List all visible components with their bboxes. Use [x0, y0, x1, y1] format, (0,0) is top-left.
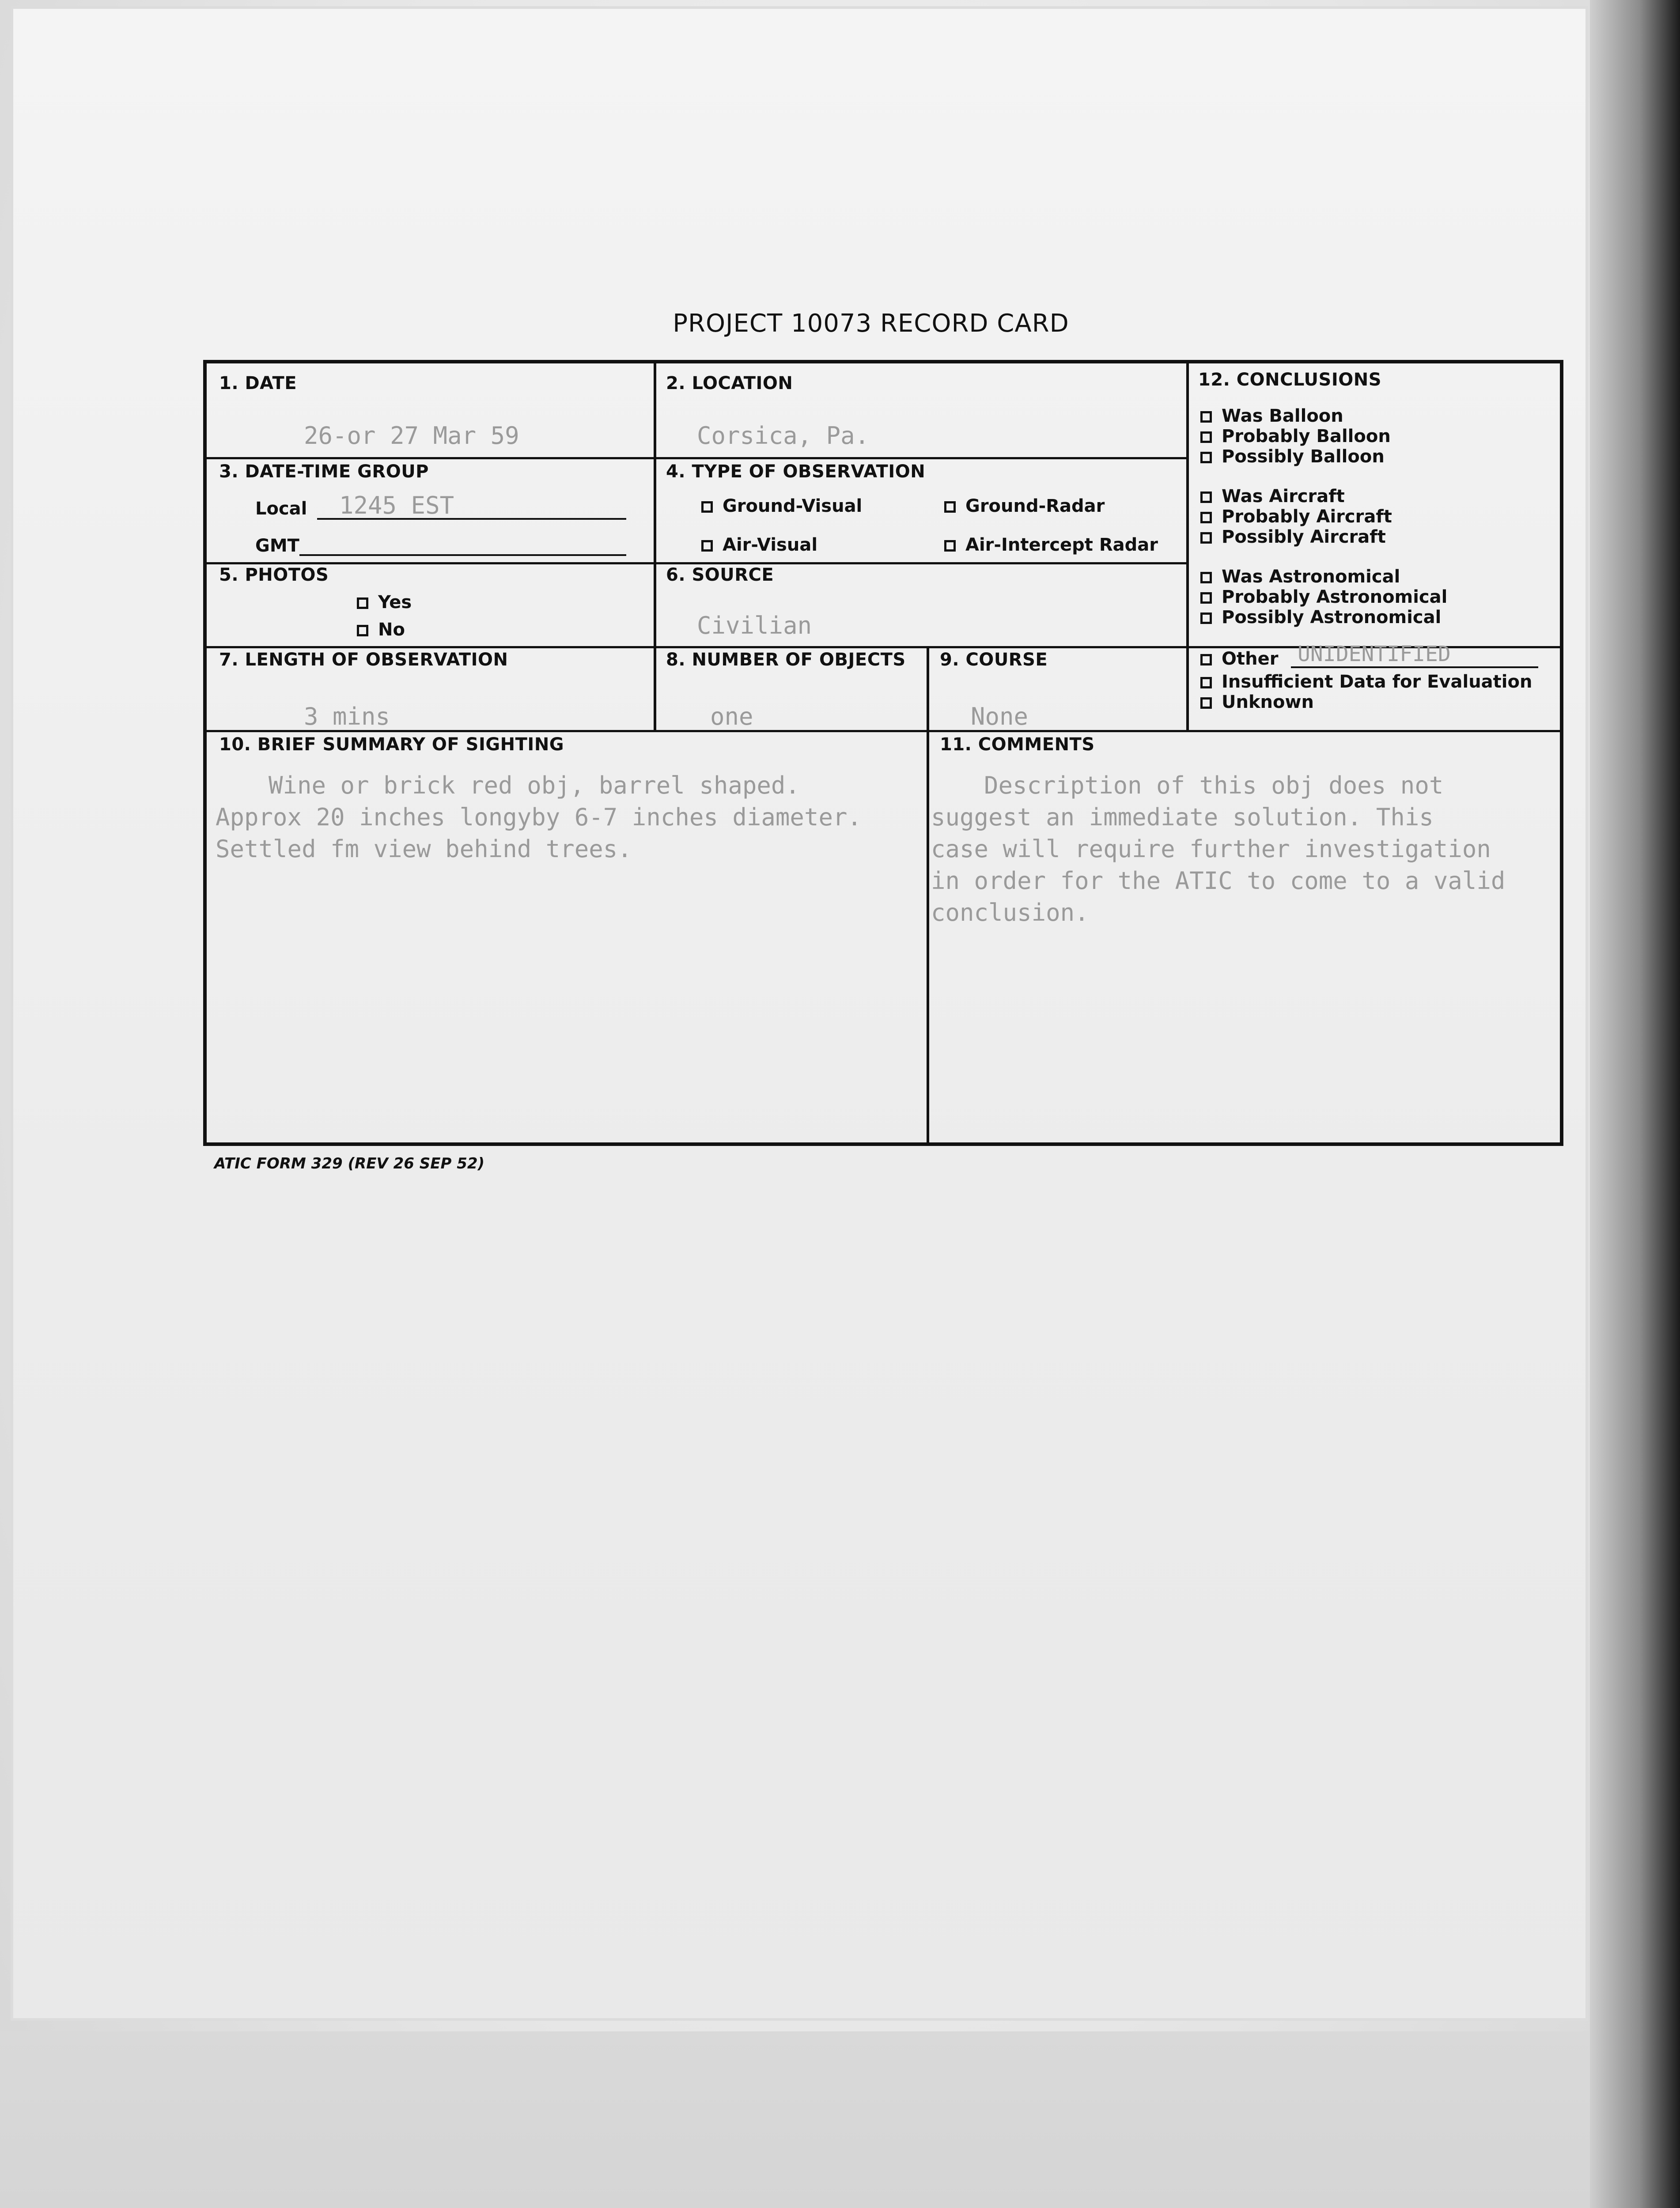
length-label: 7. LENGTH OF OBSERVATION	[219, 650, 508, 670]
card-title: PROJECT 10073 RECORD CARD	[673, 309, 1069, 338]
type-of-observation-label: 4. TYPE OF OBSERVATION	[666, 461, 926, 482]
summary-label: 10. BRIEF SUMMARY OF SIGHTING	[219, 734, 564, 755]
option-air-intercept-radar[interactable]: Air-Intercept Radar	[944, 535, 1158, 555]
divider-h4	[207, 730, 1560, 732]
conclusion-possibly-aircraft[interactable]: Possibly Aircraft	[1200, 527, 1386, 547]
comments-line: case will require further investigation	[931, 835, 1491, 863]
checkbox-icon	[1200, 654, 1212, 665]
checkbox-icon	[357, 597, 368, 609]
conclusions-label: 12. CONCLUSIONS	[1198, 370, 1381, 390]
conclusion-was-balloon[interactable]: Was Balloon	[1200, 406, 1343, 426]
photos-no[interactable]: No	[357, 620, 405, 640]
comments-line: Description of this obj does not	[984, 771, 1444, 799]
checkbox-icon	[1200, 431, 1212, 443]
location-label: 2. LOCATION	[666, 373, 793, 393]
comments-line: in order for the ATIC to come to a valid	[931, 867, 1506, 895]
photos-label: 5. PHOTOS	[219, 565, 329, 585]
comments-line: suggest an immediate solution. This	[931, 803, 1434, 831]
conclusion-was-aircraft[interactable]: Was Aircraft	[1200, 486, 1345, 507]
checkbox-icon	[1200, 532, 1212, 544]
record-card	[203, 360, 1563, 1146]
gmt-underline	[299, 554, 626, 556]
checkbox-icon	[1200, 677, 1212, 688]
checkbox-icon	[1200, 612, 1212, 624]
course-label: 9. COURSE	[940, 650, 1048, 670]
checkbox-icon	[1200, 697, 1212, 709]
option-ground-visual[interactable]: Ground-Visual	[701, 496, 862, 516]
checkbox-icon	[701, 501, 713, 513]
divider-v3	[927, 646, 929, 1146]
summary-line: Approx 20 inches longyby 6-7 inches diameter.	[216, 803, 862, 831]
other-value: UNIDENTIFIED	[1298, 642, 1451, 666]
photos-yes[interactable]: Yes	[357, 592, 412, 612]
checkbox-icon	[944, 540, 956, 552]
form-footer: ATIC FORM 329 (REV 26 SEP 52)	[214, 1155, 485, 1172]
objects-value: one	[710, 703, 753, 730]
divider-h2	[207, 562, 1187, 564]
divider-v2	[1186, 363, 1189, 731]
local-label: Local	[255, 499, 307, 519]
checkbox-icon	[944, 501, 956, 513]
checkbox-icon	[357, 625, 368, 636]
date-time-group-label: 3. DATE-TIME GROUP	[219, 461, 429, 482]
comments-label: 11. COMMENTS	[940, 734, 1095, 755]
checkbox-icon	[1200, 512, 1212, 523]
local-value: 1245 EST	[339, 492, 454, 519]
summary-line: Settled fm view behind trees.	[216, 835, 632, 863]
conclusion-probably-aircraft[interactable]: Probably Aircraft	[1200, 507, 1392, 527]
conclusion-was-astronomical[interactable]: Was Astronomical	[1200, 567, 1400, 587]
conclusion-other[interactable]: Other	[1200, 649, 1278, 669]
option-air-visual[interactable]: Air-Visual	[701, 535, 817, 555]
checkbox-icon	[1200, 492, 1212, 503]
conclusion-probably-astronomical[interactable]: Probably Astronomical	[1200, 587, 1447, 607]
checkbox-icon	[1200, 452, 1212, 463]
divider-h1	[207, 457, 1187, 459]
conclusion-possibly-astronomical[interactable]: Possibly Astronomical	[1200, 607, 1441, 628]
gmt-label: GMT	[255, 536, 299, 556]
date-value: 26-or 27 Mar 59	[304, 422, 519, 450]
conclusion-insufficient-data[interactable]: Insufficient Data for Evaluation	[1200, 672, 1532, 692]
checkbox-icon	[1200, 572, 1212, 583]
checkbox-icon	[1200, 411, 1212, 423]
conclusion-probably-balloon[interactable]: Probably Balloon	[1200, 426, 1391, 446]
checkbox-icon	[1200, 592, 1212, 604]
conclusion-unknown[interactable]: Unknown	[1200, 692, 1314, 712]
conclusion-possibly-balloon[interactable]: Possibly Balloon	[1200, 446, 1385, 467]
divider-v1	[654, 363, 656, 731]
comments-line: conclusion.	[931, 899, 1089, 926]
source-value: Civilian	[697, 612, 812, 639]
summary-line: Wine or brick red obj, barrel shaped.	[269, 771, 800, 799]
location-value: Corsica, Pa.	[697, 422, 870, 450]
checkbox-icon	[701, 540, 713, 552]
objects-label: 8. NUMBER OF OBJECTS	[666, 650, 906, 670]
other-underline	[1291, 666, 1538, 668]
option-ground-radar[interactable]: Ground-Radar	[944, 496, 1105, 516]
lower-film-area	[0, 2031, 1680, 2208]
length-value: 3 mins	[304, 703, 390, 730]
date-label: 1. DATE	[219, 373, 297, 393]
course-value: None	[971, 703, 1029, 730]
source-label: 6. SOURCE	[666, 565, 774, 585]
